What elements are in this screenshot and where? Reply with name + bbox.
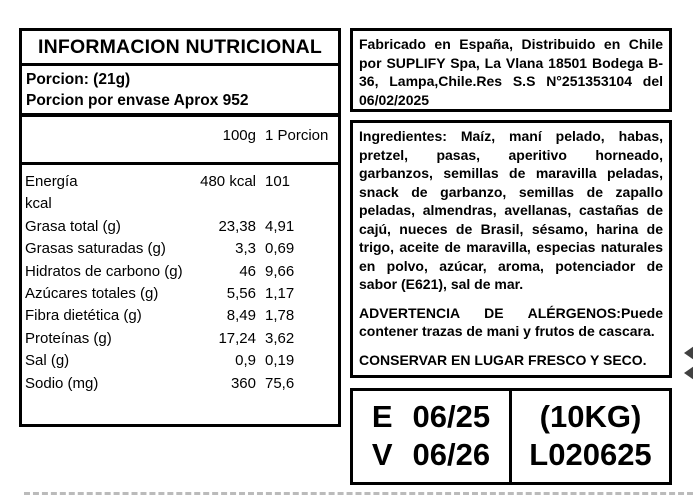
nutrition-row (25, 305, 312, 327)
expiry-date-line (353, 436, 509, 474)
nutrition-row (25, 328, 312, 350)
column-header-100g: 100g (222, 127, 256, 144)
left-arrow-icon (684, 366, 693, 380)
nutrition-row (25, 283, 312, 305)
nutrient-label: Hidratos de carbono (g) (25, 262, 183, 280)
value-per-portion: 3,62 (265, 329, 295, 347)
nutrition-row (25, 373, 312, 395)
ingredients-text: Ingredientes: Maíz, maní pelado, habas, pretzel, pasas, aperitivo horneado, garbanzos, semillas de maravilla peladas, snack de garbanzo, semillas de zapallo peladas, almendras, avellanas, castañas de cajú, nueces de Brasil, sésamo, harina de trigo, aceite de maravilla, especias naturales en polvo, azúcar, aroma, potenciador de sabor (E621), sal de mar. (359, 128, 663, 292)
lot-code-box (509, 388, 672, 485)
nutrition-facts-panel (19, 28, 341, 427)
nutrition-table (22, 165, 338, 395)
value-per-portion: 4,91 (265, 217, 295, 235)
nutrition-row (25, 193, 312, 215)
value-per-100g: 3,3 (235, 240, 256, 258)
value-per-portion: 75,6 (265, 374, 295, 392)
expiry-date: 06/26 (412, 437, 491, 472)
portion-size: Porcion: (21g) (26, 71, 131, 88)
value-per-100g: 46 (239, 262, 256, 280)
nutrient-label: Energía (25, 173, 78, 190)
nutrition-row (25, 261, 312, 283)
value-per-portion: 9,66 (265, 262, 295, 280)
value-per-100g (194, 193, 256, 215)
value-per-portion: 0,19 (265, 352, 295, 370)
manufacturer-text: Fabricado en España, Distribuido en Chile por SUPLIFY Spa, La Vlana 18501 Bodega B-36, Lampa,Chile.Res S.S N°251353104 del 06/02/2025 (359, 36, 663, 108)
value-per-100g: 5,56 (226, 285, 256, 303)
value-per-100g: 23,38 (218, 217, 256, 235)
nutrient-label: Grasas saturadas (g) (25, 240, 166, 258)
nutrient-label: Sal (g) (25, 352, 70, 370)
value-per-portion (256, 193, 312, 215)
nutrition-row (25, 216, 312, 238)
column-header-portion: 1 Porcion (265, 127, 329, 144)
expiry-prefix: V (371, 437, 393, 472)
nutrition-panel-title: INFORMACION NUTRICIONAL (22, 31, 338, 66)
value-per-100g: 480 kcal (200, 173, 256, 190)
value-per-portion: 1,78 (265, 307, 295, 325)
value-per-100g: 360 (230, 374, 256, 392)
nutrition-row (25, 350, 312, 372)
elaboration-date: 06/25 (412, 399, 491, 434)
left-arrow-icon (684, 346, 693, 360)
perforation-dotted-line (24, 492, 693, 495)
nutrient-label: Azúcares totales (g) (25, 285, 159, 303)
value-per-100g: 0,9 (235, 352, 256, 370)
net-weight: (10KG) (539, 399, 642, 434)
nutrient-label: Grasa total (g) (25, 217, 121, 235)
portion-section (22, 66, 338, 117)
nutrient-label: Fibra dietética (g) (25, 307, 142, 325)
nutrition-row (25, 171, 312, 193)
ingredients-box (350, 120, 672, 378)
elaboration-date-line (353, 398, 509, 436)
allergen-warning-text: ADVERTENCIA DE ALÉRGENOS:Puede contener trazas de mani y frutos de cascara. (359, 304, 663, 339)
value-per-100g: 8,49 (226, 307, 256, 325)
date-codes-box (350, 388, 512, 485)
elaboration-prefix: E (371, 399, 393, 434)
nutrient-label: Proteínas (g) (25, 329, 112, 347)
nutrition-row (25, 238, 312, 260)
value-per-portion: 1,17 (265, 285, 295, 303)
nutrition-column-headers (22, 117, 338, 165)
manufacturer-info-box (350, 28, 672, 112)
nutrient-label: kcal (25, 195, 52, 213)
value-per-portion: 101 (265, 173, 291, 190)
portions-per-package: Porcion por envase Aprox 952 (26, 92, 249, 109)
nutrient-label: Sodio (mg) (25, 374, 99, 392)
lot-code: L020625 (529, 437, 652, 472)
storage-instructions-text: CONSERVAR EN LUGAR FRESCO Y SECO. (359, 351, 647, 368)
value-per-portion: 0,69 (265, 240, 295, 258)
value-per-100g: 17,24 (218, 329, 256, 347)
